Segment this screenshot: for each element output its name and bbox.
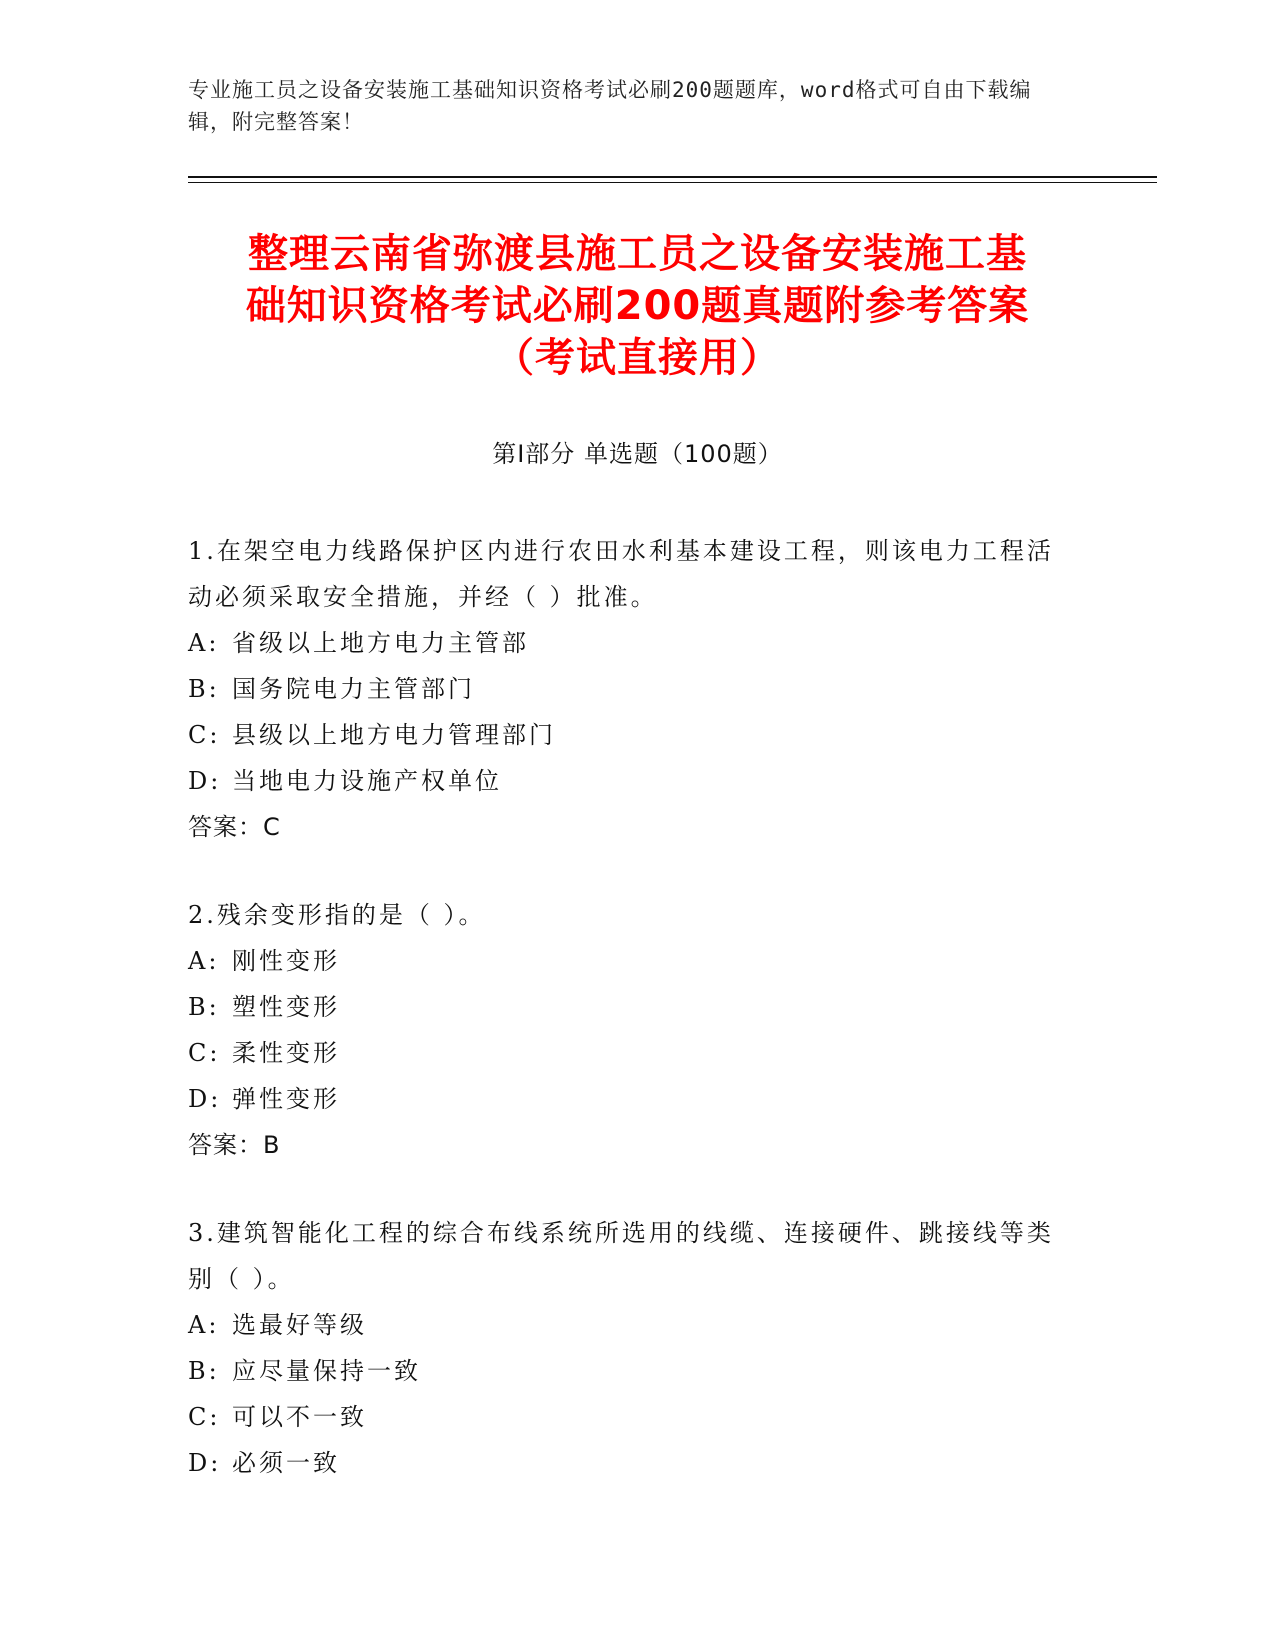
answer-line: 答案：C	[188, 813, 281, 841]
option-c	[188, 1394, 1068, 1440]
option-text: 弹性变形	[232, 1085, 340, 1113]
question-item	[188, 892, 1068, 1168]
option-text: 当地电力设施产权单位	[232, 767, 502, 795]
question-item	[188, 528, 1068, 850]
option-key: D:	[188, 1085, 222, 1113]
option-d	[188, 758, 1068, 804]
option-text: 必须一致	[232, 1449, 340, 1477]
document-title	[150, 228, 1125, 384]
option-key: B:	[188, 1357, 220, 1385]
header-note: 专业施工员之设备安装施工基础知识资格考试必刷200题题库，word格式可自由下载编辑，附完整答案！	[188, 78, 1032, 134]
option-key: D:	[188, 1449, 222, 1477]
option-key: A:	[188, 1311, 220, 1339]
question-stem: 3.建筑智能化工程的综合布线系统所选用的线缆、连接硬件、跳接线等类别（ ）。	[188, 1219, 1054, 1293]
option-d	[188, 1440, 1068, 1486]
option-text: 国务院电力主管部门	[232, 675, 475, 703]
header-divider-thin	[188, 182, 1157, 183]
title-line: （考试直接用）	[494, 335, 781, 381]
option-key: A:	[188, 629, 220, 657]
option-key: A:	[188, 947, 220, 975]
option-d	[188, 1076, 1068, 1122]
header-divider-thick	[188, 176, 1157, 178]
option-key: B:	[188, 993, 220, 1021]
question-item	[188, 1210, 1068, 1486]
option-a	[188, 1302, 1068, 1348]
option-b	[188, 666, 1068, 712]
option-text: 应尽量保持一致	[232, 1357, 421, 1385]
option-key: C:	[188, 721, 221, 749]
title-line: 础知识资格考试必刷200题真题附参考答案	[245, 283, 1030, 329]
question-stem: 1.在架空电力线路保护区内进行农田水利基本建设工程，则该电力工程活动必须采取安全措施，并经（ ）批准。	[188, 537, 1054, 611]
question-list	[188, 528, 1068, 1528]
option-c	[188, 712, 1068, 758]
option-text: 刚性变形	[232, 947, 340, 975]
option-key: B:	[188, 675, 220, 703]
option-text: 选最好等级	[232, 1311, 367, 1339]
option-key: C:	[188, 1039, 221, 1067]
option-key: D:	[188, 767, 222, 795]
option-a	[188, 938, 1068, 984]
option-text: 柔性变形	[232, 1039, 340, 1067]
option-a	[188, 620, 1068, 666]
option-b	[188, 984, 1068, 1030]
title-line: 整理云南省弥渡县施工员之设备安装施工基	[248, 231, 1027, 277]
answer-line: 答案：B	[188, 1131, 281, 1159]
option-b	[188, 1348, 1068, 1394]
option-key: C:	[188, 1403, 221, 1431]
option-text: 塑性变形	[232, 993, 340, 1021]
section-heading: 第Ⅰ部分 单选题（100题）	[492, 440, 783, 468]
option-text: 可以不一致	[232, 1403, 367, 1431]
option-text: 县级以上地方电力管理部门	[232, 721, 556, 749]
question-stem: 2.残余变形指的是（ ）。	[188, 901, 486, 929]
option-c	[188, 1030, 1068, 1076]
option-text: 省级以上地方电力主管部	[232, 629, 529, 657]
